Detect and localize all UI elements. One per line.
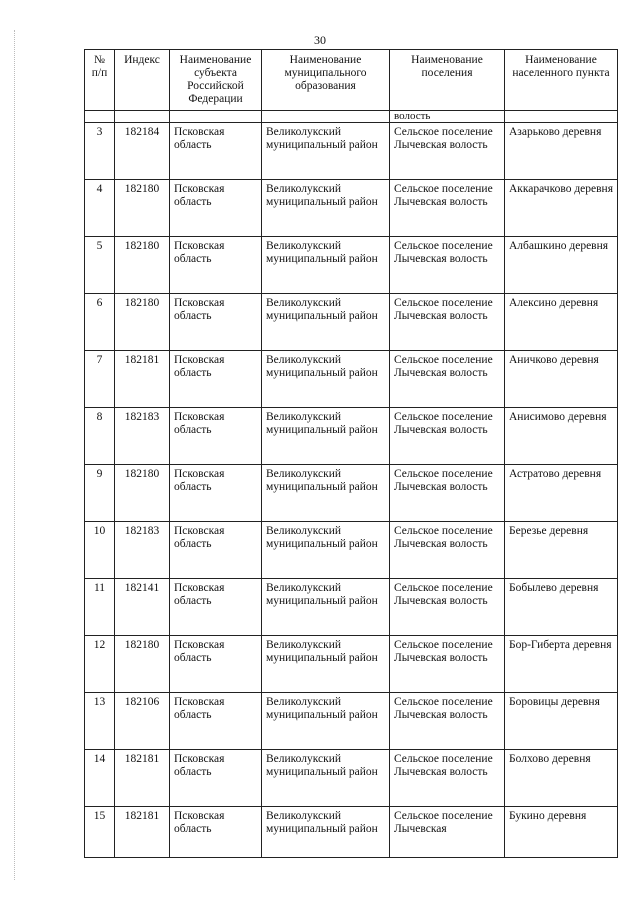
cell-subject: Псковская область <box>170 522 262 579</box>
header-subject: Наименование субъекта Российской Федерации <box>170 50 262 111</box>
continued-row <box>85 111 618 123</box>
cell-num: 14 <box>85 750 115 807</box>
cell-subject: Псковская область <box>170 465 262 522</box>
cell-num: 12 <box>85 636 115 693</box>
table-row <box>85 522 618 579</box>
cell-settlement: Сельское поселение Лычевская волость <box>390 636 505 693</box>
continued-settlement: волость <box>390 111 505 123</box>
cell-subject: Псковская область <box>170 408 262 465</box>
table-row <box>85 180 618 237</box>
table-row <box>85 807 618 858</box>
cell-locality: Албашкино деревня <box>505 237 618 294</box>
cell-municipality: Великолукский муниципальный район <box>262 522 390 579</box>
cell-index: 182184 <box>115 123 170 180</box>
cell-settlement: Сельское поселение Лычевская волость <box>390 237 505 294</box>
cell-num: 13 <box>85 693 115 750</box>
cell-index: 182180 <box>115 636 170 693</box>
cell-subject: Псковская область <box>170 693 262 750</box>
cell-index: 182141 <box>115 579 170 636</box>
table-row <box>85 636 618 693</box>
cell-municipality: Великолукский муниципальный район <box>262 408 390 465</box>
cell-subject: Псковская область <box>170 351 262 408</box>
cell-locality: Березье деревня <box>505 522 618 579</box>
cell-municipality: Великолукский муниципальный район <box>262 294 390 351</box>
cell-settlement: Сельское поселение Лычевская волость <box>390 693 505 750</box>
cell-num: 8 <box>85 408 115 465</box>
cell-num: 7 <box>85 351 115 408</box>
cell-locality: Астратово деревня <box>505 465 618 522</box>
cell-num: 4 <box>85 180 115 237</box>
cell-subject: Псковская область <box>170 123 262 180</box>
cell-subject: Псковская область <box>170 180 262 237</box>
cell-locality: Букино деревня <box>505 807 618 858</box>
cell-municipality: Великолукский муниципальный район <box>262 807 390 858</box>
cell-index: 182180 <box>115 180 170 237</box>
table-row <box>85 579 618 636</box>
cell-locality: Боровицы деревня <box>505 693 618 750</box>
cell-settlement: Сельское поселение Лычевская волость <box>390 465 505 522</box>
header-index: Индекс <box>115 50 170 111</box>
cell-municipality: Великолукский муниципальный район <box>262 465 390 522</box>
cell-locality: Бобылево деревня <box>505 579 618 636</box>
cell-index: 182180 <box>115 465 170 522</box>
cell-subject: Псковская область <box>170 807 262 858</box>
table-row <box>85 237 618 294</box>
cell-municipality: Великолукский муниципальный район <box>262 636 390 693</box>
cell-index: 182183 <box>115 522 170 579</box>
cell-subject: Псковская область <box>170 579 262 636</box>
cell-settlement: Сельское поселение Лычевская волость <box>390 180 505 237</box>
cell-settlement: Сельское поселение Лычевская волость <box>390 408 505 465</box>
table-row <box>85 465 618 522</box>
cell-num: 15 <box>85 807 115 858</box>
cell-locality: Алексино деревня <box>505 294 618 351</box>
cell-subject: Псковская область <box>170 750 262 807</box>
header-settlement: Наименование поселения <box>390 50 505 111</box>
cell-subject: Псковская область <box>170 237 262 294</box>
cell-settlement: Сельское поселение Лычевская волость <box>390 123 505 180</box>
cell-index: 182181 <box>115 807 170 858</box>
cell-municipality: Великолукский муниципальный район <box>262 180 390 237</box>
cell-num: 6 <box>85 294 115 351</box>
table-row <box>85 294 618 351</box>
cell-municipality: Великолукский муниципальный район <box>262 579 390 636</box>
cell-index: 182106 <box>115 693 170 750</box>
cell-num: 3 <box>85 123 115 180</box>
cell-municipality: Великолукский муниципальный район <box>262 351 390 408</box>
table-row <box>85 750 618 807</box>
cell-index: 182181 <box>115 750 170 807</box>
cell-settlement: Сельское поселение Лычевская <box>390 807 505 858</box>
table-row <box>85 408 618 465</box>
cell-settlement: Сельское поселение Лычевская волость <box>390 522 505 579</box>
cell-municipality: Великолукский муниципальный район <box>262 237 390 294</box>
page-number: 30 <box>314 33 326 47</box>
table-row <box>85 693 618 750</box>
header-num: № п/п <box>85 50 115 111</box>
header-municipality: Наименование муниципального образования <box>262 50 390 111</box>
cell-num: 9 <box>85 465 115 522</box>
cell-settlement: Сельское поселение Лычевская волость <box>390 294 505 351</box>
table-header-row <box>85 50 618 111</box>
cell-municipality: Великолукский муниципальный район <box>262 693 390 750</box>
cell-num: 5 <box>85 237 115 294</box>
cell-locality: Аничково деревня <box>505 351 618 408</box>
cell-locality: Болхово деревня <box>505 750 618 807</box>
header-locality: Наименование населенного пункта <box>505 50 618 111</box>
cell-settlement: Сельское поселение Лычевская волость <box>390 750 505 807</box>
cell-index: 182181 <box>115 351 170 408</box>
cell-locality: Аккарачково деревня <box>505 180 618 237</box>
cell-index: 182183 <box>115 408 170 465</box>
cell-municipality: Великолукский муниципальный район <box>262 750 390 807</box>
cell-index: 182180 <box>115 237 170 294</box>
cell-index: 182180 <box>115 294 170 351</box>
cell-locality: Азарьково деревня <box>505 123 618 180</box>
scan-margin-line <box>14 30 15 880</box>
cell-locality: Анисимово деревня <box>505 408 618 465</box>
cell-locality: Бор-Гиберта деревня <box>505 636 618 693</box>
cell-settlement: Сельское поселение Лычевская волость <box>390 351 505 408</box>
settlements-table <box>84 49 618 858</box>
cell-municipality: Великолукский муниципальный район <box>262 123 390 180</box>
cell-num: 11 <box>85 579 115 636</box>
table-row <box>85 351 618 408</box>
cell-num: 10 <box>85 522 115 579</box>
cell-subject: Псковская область <box>170 636 262 693</box>
cell-subject: Псковская область <box>170 294 262 351</box>
cell-settlement: Сельское поселение Лычевская волость <box>390 579 505 636</box>
table-row <box>85 123 618 180</box>
